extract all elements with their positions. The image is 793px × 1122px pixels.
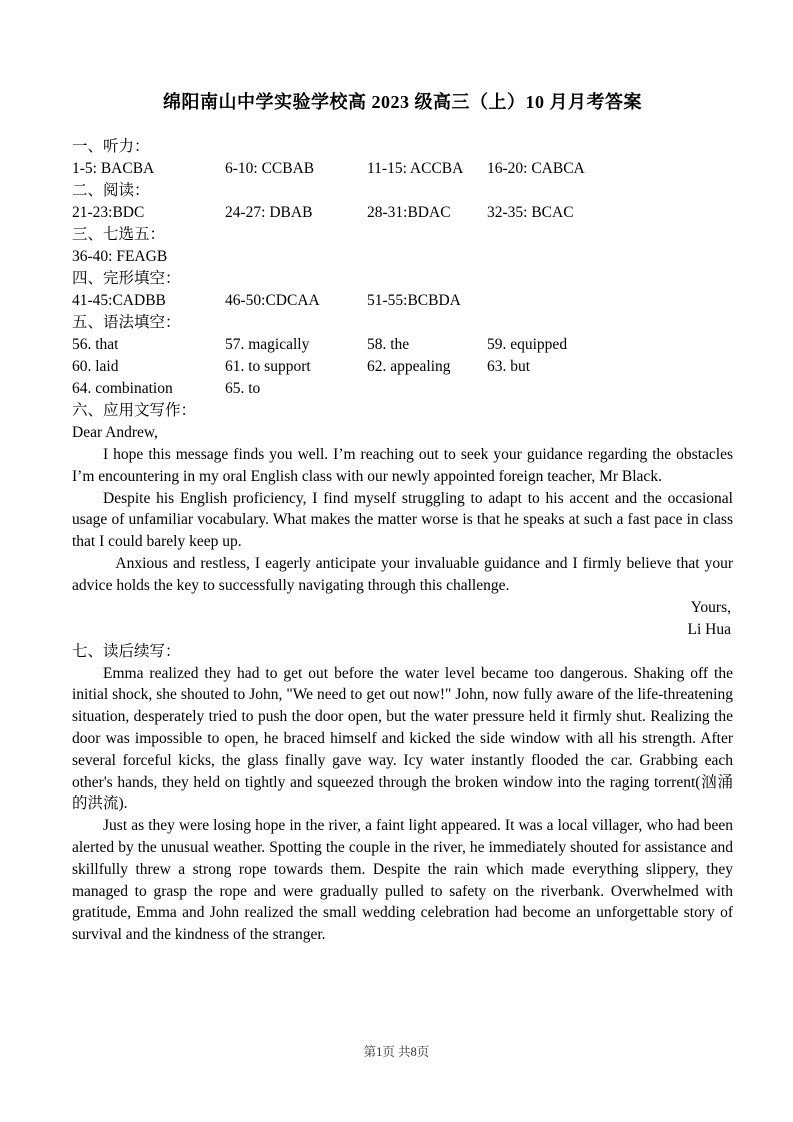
answer-cell: 1-5: BACBA (72, 160, 155, 177)
answer-cell: 56. that (72, 336, 119, 353)
section-heading-seven-choose-five: 三、七选五： (72, 226, 166, 243)
story-paragraph: Emma realized they had to get out before the water level became too dangerous. Shaking off the initial shock, she shouted to John, "We need to get out now!" John, now fully aware of the life-threatening situation, desperately tried to push the door open, but the water pressure held it firmly shut. Realizing the door was impossible to open, he braced himself and kicked the side window with all his strength. After several forceful kicks, the glass finally gave way. Icy water instantly flooded the car. Grabbing each other's hands, they held on tightly and squeezed through the broken window into the raging torrent(汹涌的洪流). (72, 664, 733, 813)
section-heading-cloze: 四、完形填空： (72, 270, 181, 287)
answer-cell (367, 378, 487, 400)
answer-row-grammar-1 (72, 334, 733, 356)
answer-cell: 61. to support (225, 358, 311, 375)
letter-closing: Yours, (690, 598, 731, 616)
answer-cell: 62. appealing (367, 358, 451, 375)
letter-paragraph: Despite his English proficiency, I find myself struggling to adapt to his accent and the occasional usage of unfamiliar vocabulary. What makes the matter worse is that he speaks at such a fast pace in class that I could barely keep up. (72, 489, 733, 551)
answer-cell (487, 378, 733, 400)
answer-cell: 57. magically (225, 336, 310, 353)
answer-cell: 65. to (225, 380, 261, 397)
section-heading-practical-writing: 六、应用文写作： (72, 402, 197, 419)
answer-cell: 6-10: CCBAB (225, 160, 315, 177)
letter-paragraph: Anxious and restless, I eagerly anticipate your invaluable guidance and I firmly believe that your advice holds the key to successfully navigating through this challenge. (72, 554, 733, 594)
section-heading-reading: 二、阅读： (72, 182, 150, 199)
answer-cell: 60. laid (72, 358, 119, 375)
answer-cell: 32-35: BCAC (487, 204, 574, 221)
letter-salutation: Dear Andrew, (72, 424, 158, 441)
answer-cell: 64. combination (72, 380, 173, 397)
answer-row-grammar-3 (72, 378, 733, 400)
answer-row-reading (72, 202, 733, 224)
answer-cell: 41-45:CADBB (72, 292, 166, 309)
answer-cell: 63. but (487, 358, 531, 375)
answer-cell: 59. equipped (487, 336, 568, 353)
section-heading-listening: 一、听力： (72, 138, 150, 155)
answer-cell: 21-23:BDC (72, 204, 145, 221)
story-paragraph: Just as they were losing hope in the river, a faint light appeared. It was a local villager, who had been alerted by the unusual weather. Spotting the couple in the river, he immediately shouted for assistance and skillfully threw a strong rope towards them. Despite the rain which made everything slippery, they managed to grasp the rope and were gradually pulled to safety on the riverbank. Overwhelmed with gratitude, Emma and John realized the small wedding celebration had become an unforgettable story of survival and the kindness of the stranger. (72, 817, 733, 944)
answer-cell: 28-31:BDAC (367, 204, 451, 221)
answer-row-seven-choose-five: 36-40: FEAGB (72, 248, 168, 265)
answer-cell (487, 290, 733, 312)
answer-row-listening (72, 158, 733, 180)
answer-row-grammar-2 (72, 356, 733, 378)
answer-cell: 58. the (367, 336, 410, 353)
answer-cell: 16-20: CABCA (487, 160, 585, 177)
answer-cell: 46-50:CDCAA (225, 292, 320, 309)
letter-paragraph: I hope this message finds you well. I’m reaching out to seek your guidance regarding the obstacles I’m encountering in my oral English class with our newly appointed foreign teacher, Mr Black. (72, 446, 733, 485)
answer-cell: 11-15: ACCBA (367, 160, 464, 177)
answer-row-cloze (72, 290, 733, 312)
section-heading-grammar: 五、语法填空： (72, 314, 181, 331)
page-footer: 第1页 共8页 (363, 1045, 430, 1059)
answer-cell: 24-27: DBAB (225, 204, 313, 221)
answer-cell: 51-55:BCBDA (367, 292, 461, 309)
section-heading-continuation-writing: 七、读后续写： (72, 642, 181, 660)
letter-signature: Li Hua (687, 620, 731, 638)
page-title: 绵阳南山中学实验学校高 2023 级高三（上）10 月月考答案 (163, 92, 642, 112)
